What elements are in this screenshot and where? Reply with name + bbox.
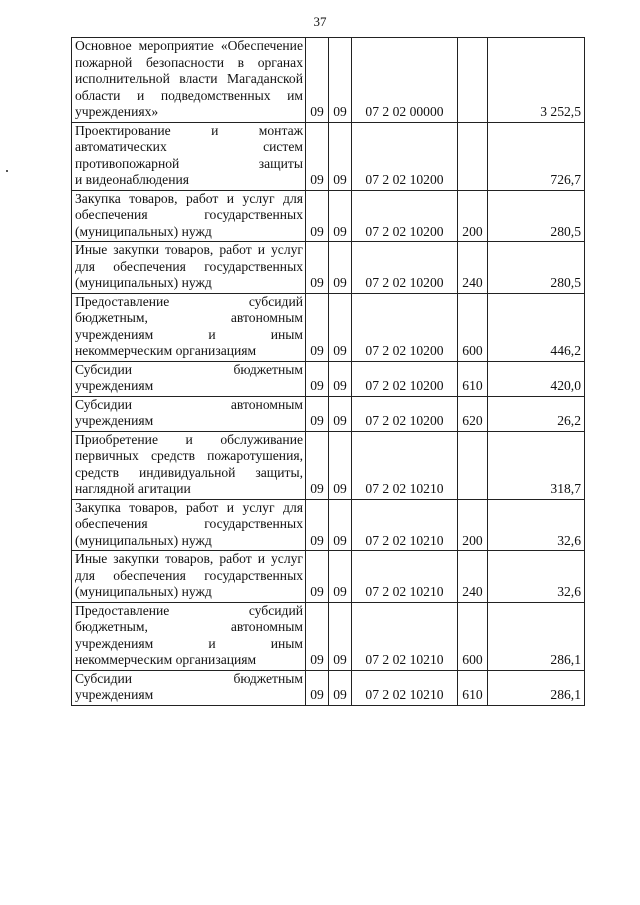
expense-name-last-line: (муниципальных) нужд	[75, 584, 212, 599]
expense-name-cell	[72, 293, 306, 361]
table-row	[72, 122, 585, 190]
expense-name: Приобретение и обслуживание первичных средств пожаротушения, средств индивидуальной защиты,	[75, 431, 303, 480]
target-article-code: 07 2 02 10200	[352, 361, 458, 396]
expense-name-cell	[72, 431, 306, 499]
expense-name: Субсидии бюджетным	[75, 361, 303, 377]
scan-dot	[6, 170, 8, 172]
table-row	[72, 242, 585, 294]
expense-name: Иные закупки товаров, работ и услуг для обеспечения государственных	[75, 242, 303, 274]
section-code: 09	[306, 38, 329, 123]
subsection-code: 09	[329, 361, 352, 396]
target-article-code: 07 2 02 10200	[352, 242, 458, 294]
subsection-code: 09	[329, 396, 352, 431]
expense-name-cell	[72, 361, 306, 396]
table-row	[72, 361, 585, 396]
amount: 318,7	[488, 431, 585, 499]
expense-name: Субсидии автономным	[75, 396, 303, 412]
expense-name-last-line: некоммерческим организациям	[75, 652, 257, 667]
expense-type-code: 620	[458, 396, 488, 431]
target-article-code: 07 2 02 10210	[352, 670, 458, 705]
budget-table-body	[72, 38, 585, 706]
expense-type-code	[458, 38, 488, 123]
target-article-code: 07 2 02 10200	[352, 293, 458, 361]
expense-name-last-line: учреждениям	[75, 378, 154, 393]
expense-name: Закупка товаров, работ и услуг для обеспечения государственных	[75, 190, 303, 222]
expense-name: Закупка товаров, работ и услуг для обеспечения государственных	[75, 499, 303, 531]
amount: 32,6	[488, 499, 585, 551]
section-code: 09	[306, 551, 329, 603]
amount: 280,5	[488, 190, 585, 242]
expense-type-code: 240	[458, 242, 488, 294]
expense-name-last-line: учреждениям	[75, 687, 154, 702]
expense-type-code: 600	[458, 602, 488, 670]
expense-name-cell	[72, 670, 306, 705]
expense-name-last-line: (муниципальных) нужд	[75, 532, 212, 548]
budget-table	[71, 37, 585, 706]
section-code: 09	[306, 431, 329, 499]
expense-type-code: 200	[458, 190, 488, 242]
expense-type-code: 600	[458, 293, 488, 361]
expense-name: Иные закупки товаров, работ и услуг для обеспечения государственных	[75, 551, 303, 583]
table-row	[72, 396, 585, 431]
table-row	[72, 431, 585, 499]
subsection-code: 09	[329, 551, 352, 603]
expense-name-cell	[72, 190, 306, 242]
section-code: 09	[306, 190, 329, 242]
target-article-code: 07 2 02 10200	[352, 396, 458, 431]
section-code: 09	[306, 602, 329, 670]
expense-name-last-line: учреждениях»	[75, 104, 159, 119]
expense-name: Основное мероприятие «Обеспечение пожарной безопасности в органах исполнительной власти Магаданской области и подведомственных им	[75, 38, 303, 103]
expense-name-cell	[72, 242, 306, 294]
expense-name: Проектирование и монтаж автоматических систем противопожарной защиты	[75, 122, 303, 171]
expense-name: Субсидии бюджетным	[75, 670, 303, 686]
expense-name-cell	[72, 499, 306, 551]
target-article-code: 07 2 02 00000	[352, 38, 458, 123]
expense-name-last-line: (муниципальных) нужд	[75, 275, 212, 290]
expense-name-last-line: некоммерческим организациям	[75, 343, 257, 358]
target-article-code: 07 2 02 10210	[352, 499, 458, 551]
amount: 280,5	[488, 242, 585, 294]
expense-type-code	[458, 122, 488, 190]
amount: 420,0	[488, 361, 585, 396]
subsection-code: 09	[329, 38, 352, 123]
subsection-code: 09	[329, 670, 352, 705]
table-row	[72, 551, 585, 603]
section-code: 09	[306, 122, 329, 190]
subsection-code: 09	[329, 190, 352, 242]
amount: 286,1	[488, 670, 585, 705]
target-article-code: 07 2 02 10200	[352, 190, 458, 242]
target-article-code: 07 2 02 10210	[352, 431, 458, 499]
target-article-code: 07 2 02 10200	[352, 122, 458, 190]
expense-name-last-line: учреждениям	[75, 413, 154, 428]
table-row	[72, 602, 585, 670]
expense-name-cell	[72, 38, 306, 123]
section-code: 09	[306, 361, 329, 396]
expense-type-code: 610	[458, 361, 488, 396]
expense-type-code	[458, 431, 488, 499]
section-code: 09	[306, 670, 329, 705]
expense-name-cell	[72, 122, 306, 190]
expense-name-last-line: наглядной агитации	[75, 481, 191, 496]
expense-name: Предоставление субсидий бюджетным, автономным учреждениям и иным	[75, 293, 303, 342]
section-code: 09	[306, 396, 329, 431]
target-article-code: 07 2 02 10210	[352, 551, 458, 603]
expense-name-cell	[72, 551, 306, 603]
target-article-code: 07 2 02 10210	[352, 602, 458, 670]
expense-type-code: 200	[458, 499, 488, 551]
expense-name-cell	[72, 602, 306, 670]
section-code: 09	[306, 499, 329, 551]
table-row	[72, 499, 585, 551]
expense-name: Предоставление субсидий бюджетным, автономным учреждениям и иным	[75, 602, 303, 651]
section-code: 09	[306, 242, 329, 294]
expense-name-last-line: и видеонаблюдения	[75, 172, 189, 187]
subsection-code: 09	[329, 122, 352, 190]
table-row	[72, 190, 585, 242]
table-row	[72, 670, 585, 705]
subsection-code: 09	[329, 242, 352, 294]
subsection-code: 09	[329, 602, 352, 670]
amount: 286,1	[488, 602, 585, 670]
subsection-code: 09	[329, 431, 352, 499]
table-row	[72, 38, 585, 123]
amount: 32,6	[488, 551, 585, 603]
table-row	[72, 293, 585, 361]
page-number: 37	[313, 14, 327, 29]
amount: 3 252,5	[488, 38, 585, 123]
expense-name-last-line: (муниципальных) нужд	[75, 223, 212, 239]
amount: 26,2	[488, 396, 585, 431]
expense-type-code: 610	[458, 670, 488, 705]
subsection-code: 09	[329, 499, 352, 551]
amount: 726,7	[488, 122, 585, 190]
section-code: 09	[306, 293, 329, 361]
expense-type-code: 240	[458, 551, 488, 603]
expense-name-cell	[72, 396, 306, 431]
amount: 446,2	[488, 293, 585, 361]
subsection-code: 09	[329, 293, 352, 361]
